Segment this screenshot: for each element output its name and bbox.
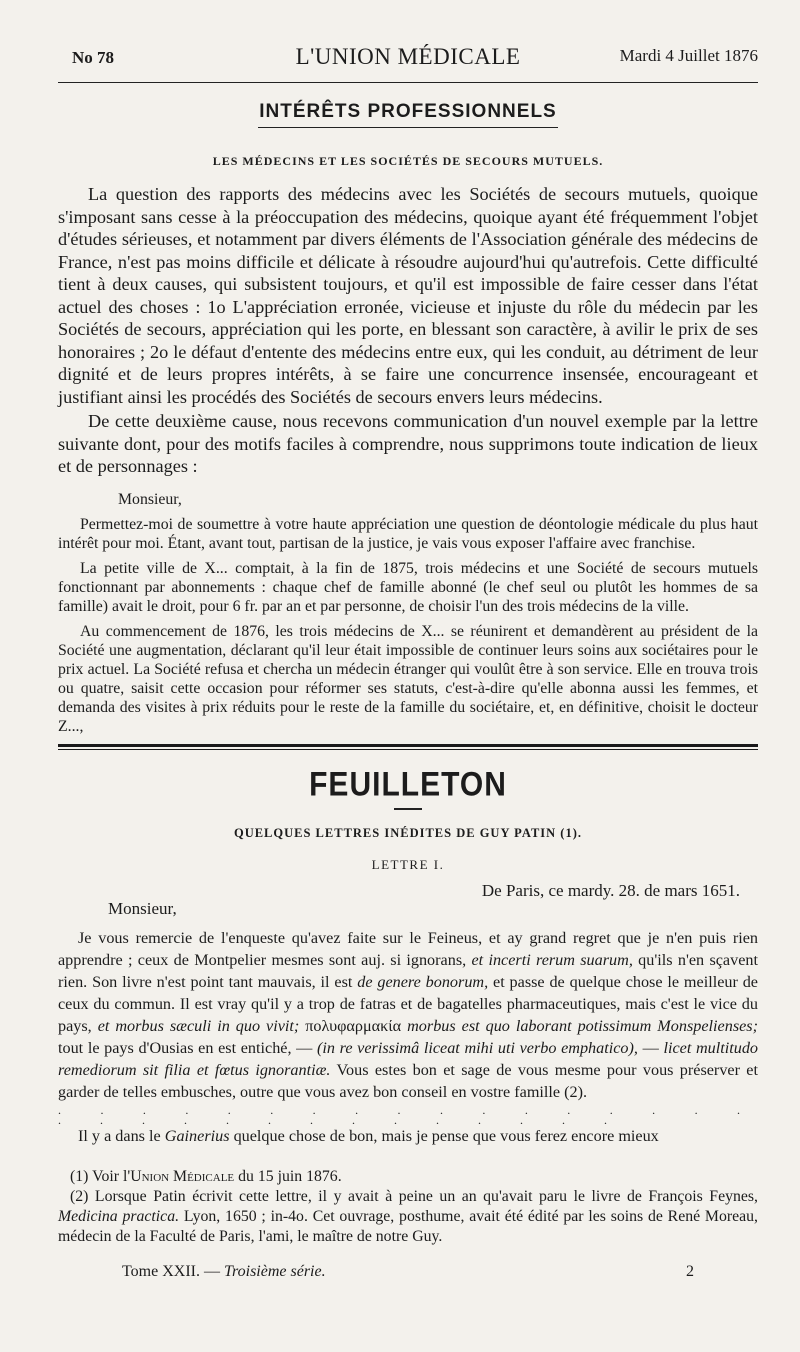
newspaper-page	[58, 40, 758, 1289]
journal-title: L'UNION MÉDICALE	[295, 44, 521, 69]
text-run: Vous estes bon et sage de vous mesme pour vous préserver et garder de telles embusches, outre que vous avez bon conseil en vostre famille (2).	[58, 1060, 758, 1101]
footnote	[58, 1187, 758, 1247]
text-run: (1) Voir l'	[70, 1167, 131, 1185]
footnotes	[58, 1167, 758, 1247]
text-run: (2) Lorsque Patin écrivit cette lettre, il y avait à peine un an qu'avait paru le livre de François Feynes,	[70, 1187, 758, 1205]
issue-number: No 78	[72, 48, 115, 67]
article-paragraph: De cette deuxième cause, nous recevons communication d'un nouvel exemple par la lettre suivante dont, pour des motifs faciles à comprendre, nous supprimons toute indication de lieux et de personnages :	[58, 411, 758, 476]
feuilleton-paragraph	[58, 1125, 758, 1147]
letter-paragraph: La petite ville de X... comptait, à la fin de 1875, trois médecins et une Société de secours mutuels fonctionnant par abonnements : chaque chef de famille abonné (le chef seul ou plutôt les hommes de sa famille) avait le droit, pour 6 fr. par an et par personne, de choisir l'un des trois médecins de la ville.	[58, 559, 758, 615]
greek-word: πολυφαρμακία	[299, 1016, 408, 1035]
feuilleton-title: FEUILLETON	[309, 764, 507, 803]
section-title-rule	[258, 127, 558, 128]
text-run: Il y a dans le	[78, 1126, 165, 1145]
text-run: du 15 juin 1876.	[234, 1167, 342, 1185]
text-run: et passe de quelque chose le meilleur de ceux du commun. Il est vray qu'il y a trop de fatras et de bagatelles pharmaceutiques, mais c'est le vice du pays,	[58, 972, 758, 1035]
latin-phrase: et morbus sæculi in quo vivit;	[97, 1016, 300, 1035]
book-title: Medicina practica.	[58, 1207, 180, 1225]
latin-phrase: de genere bonorum,	[357, 972, 489, 991]
text-run: tout le pays d'Ousias en est entiché, —	[58, 1038, 317, 1057]
letter-paragraph: Au commencement de 1876, les trois médecins de X... se réunirent et demandèrent au président de la Société une augmentation, déclarant qu'il leur était impossible de continuer leurs soins aux sociétaires pour le prix actuel. La Société refusa et chercha un médecin étranger qui voulût être à son service. Elle en trouva trois ou quatre, saisit cette occasion pour réformer ses statuts, c'est-à-dire qu'elle abonna aussi les femmes, et demanda des visites à prix réduits pour le reste de la famille du sociétaire, et, en définitive, choisit le docteur Z...,	[58, 622, 758, 735]
feuilleton-subtitle: QUELQUES LETTRES INÉDITES DE GUY PATIN (1).	[233, 825, 583, 840]
volume-info	[122, 1263, 326, 1281]
letter-salutation: Monsieur,	[118, 490, 182, 508]
section-title: INTÉRÊTS PROFESSIONNELS	[259, 101, 557, 122]
text-run: qu'ils n'en sçavent rien. Son livre n'est point tant mauvais, il est	[58, 950, 758, 991]
letter-heading: LETTRE I.	[371, 856, 445, 872]
text-run: quelque chose de bon, mais je pense que vous ferez encore mieux	[229, 1126, 659, 1145]
letter-place-date: De Paris, ce mardy. 28. de mars 1651.	[481, 880, 740, 900]
text-run: Je vous remercie de l'enqueste qu'avez faite sur le Feineus, et ay grand regret que je n'en puis rien apprendre ; ceux de Montpelier mesmes sont auj. si ignorans,	[58, 928, 758, 969]
feuilleton-salutation: Monsieur,	[108, 898, 177, 918]
text-run: Lyon, 1650 ; in-4o. Cet ouvrage, posthume, avait été édité par les soins de René Moreau, médecin de la Faculté de Paris, l'ami, le maître de notre Guy.	[58, 1207, 758, 1245]
article-paragraph: La question des rapports des médecins avec les Sociétés de secours mutuels, quoique s'imposant sans cesse à la préoccupation des médecins, quoique ayant été fréquemment l'objet d'études sérieuses, et notamment par divers éléments de l'Association générale des médecins de France, n'est pas moins difficile et délicate à résoudre aujourd'hui qu'autrefois. Cette difficulté tient à deux causes, qui subsistent toujours, et qu'il est impossible de faire cesser dans l'état actuel des choses : 1o L'appréciation erronée, vicieuse et injuste du rôle du médecin par les Sociétés de secours, appréciation qui les porte, en blessant son caractère, à avilir le prix de ses honoraires ; 2o le défaut d'entente des médecins entre eux, qui les conduit, au détriment de leur dignité et de leurs propres intérêts, à se faire une concurrence insensée, encourageant et justifiant ainsi les procédés des Sociétés de secours envers leurs médecins.	[58, 184, 758, 407]
footnote	[58, 1167, 758, 1187]
page-number: 2	[686, 1262, 694, 1280]
ellipsis-dots: . . . . . . . . . . . . . . . . . . . . . . . . . . . . . . .	[58, 1102, 758, 1127]
reader-letter	[58, 490, 758, 736]
series-label: Troisième série.	[223, 1262, 326, 1280]
text-run: —	[637, 1038, 664, 1057]
issue-date: Mardi 4 Juillet 1876	[619, 46, 758, 65]
latin-phrase: (in re verissimâ liceat mihi uti verbo emphatico),	[317, 1038, 638, 1057]
letter-paragraph: Permettez-moi de soumettre à votre haute appréciation une question de déontologie médicale du plus haut intérêt pour moi. Étant, avant tout, partisan de la justice, je vais vous exposer l'affaire avec franchise.	[58, 515, 758, 552]
latin-phrase: licet multitudo remediorum sit filia et fœtus ignorantiæ.	[58, 1038, 759, 1079]
latin-phrase: morbus est quo laborant potissimum Monspelienses;	[407, 1016, 758, 1035]
page-footer	[58, 1263, 758, 1289]
book-title: Gainerius	[164, 1126, 230, 1145]
volume-label: Tome XXII. —	[122, 1262, 224, 1280]
masthead-rule	[58, 82, 758, 83]
latin-phrase: et incerti rerum suarum,	[471, 950, 633, 969]
article-subtitle: LES MÉDECINS ET LES SOCIÉTÉS DE SECOURS MUTUELS.	[212, 154, 604, 168]
feuilleton-rule	[394, 808, 422, 810]
masthead	[58, 40, 758, 80]
article-body	[58, 183, 758, 478]
journal-ref: Union Médicale	[130, 1167, 235, 1185]
feuilleton-paragraph	[58, 927, 758, 1103]
feuilleton-separator	[58, 744, 758, 750]
feuilleton-body	[58, 927, 758, 1147]
